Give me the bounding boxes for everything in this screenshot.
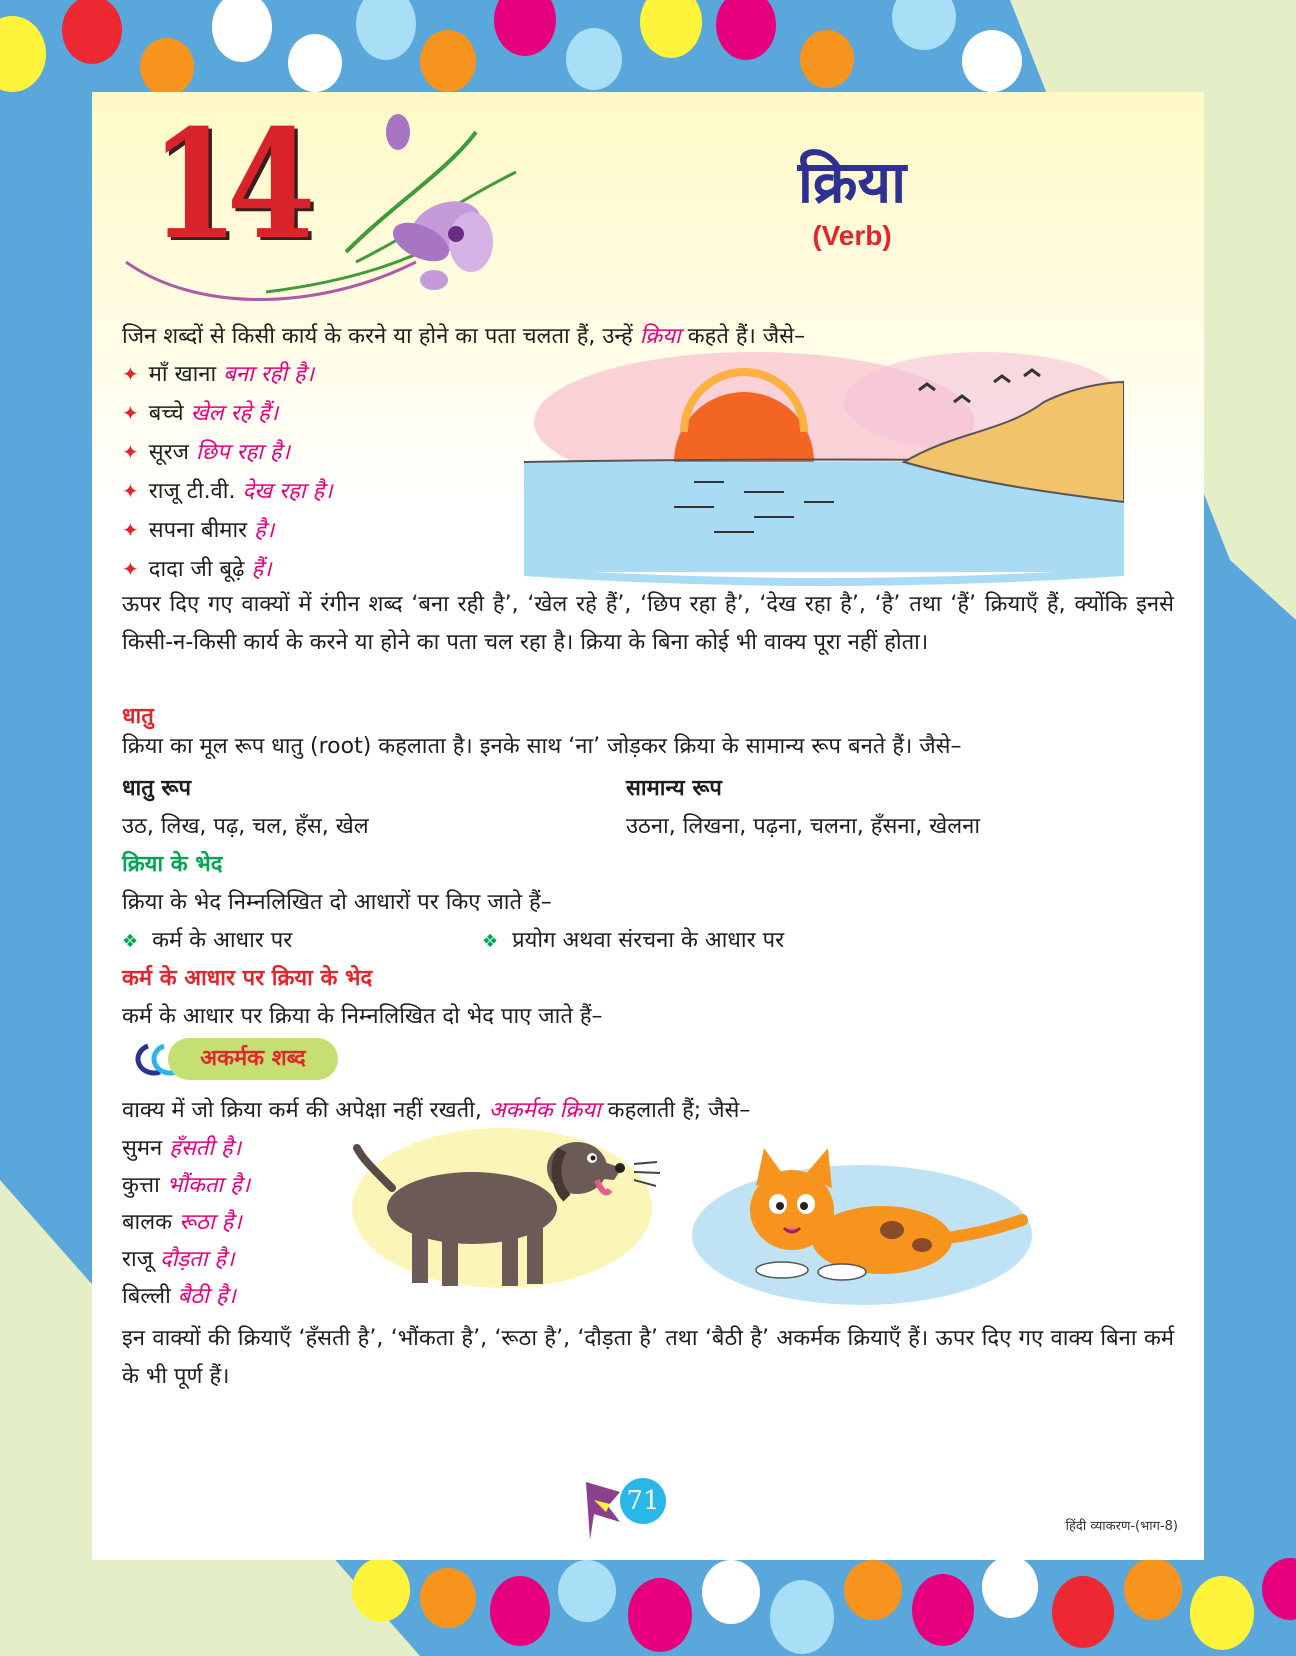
chapter-number: 14 [150, 97, 304, 273]
dog-illustration [352, 1128, 672, 1308]
list-item: ✦ माँ खाना बना रही है। [122, 362, 315, 387]
dhatu-col2-values: उठना, लिखना, पढ़ना, चलना, हँसना, खेलना [626, 814, 981, 839]
book-title: हिंदी व्याकरण-(भाग-8) [1065, 1519, 1178, 1534]
diamond-bullet-icon: ❖ [122, 931, 139, 952]
akarmak-intro: वाक्य में जो क्रिया कर्म की अपेक्षा नहीं रखती, अकर्मक क्रिया कहलाती हैं; जैसे– [122, 1098, 751, 1123]
akarmak-pill: अकर्मक शब्द [168, 1038, 338, 1080]
explanation-paragraph: ऊपर दिए गए वाक्यों में रंगीन शब्द ‘बना रही है’, ‘खेल रहे हैं’, ‘छिप रहा है’, ‘देख रहा है’, ‘है’ तथा ‘हैं’ क्रियाएँ हैं, क्योंकि इनसे किसी-न-किसी कार्य के करने या होने का पता चल रहा है। क्रिया के बिना कोई भी वाक्य पूरा नहीं होता। [122, 592, 1174, 655]
list-item: सुमन हँसती है। [122, 1136, 242, 1161]
list-item: बालक रूठा है। [122, 1210, 242, 1235]
bookmark-icon [580, 1482, 624, 1542]
list-item: बिल्ली बैठी है। [122, 1284, 236, 1309]
dhatu-col1-values: उठ, लिख, पढ़, चल, हँस, खेल [122, 814, 369, 839]
list-item: राजू दौड़ता है। [122, 1247, 235, 1272]
intro-highlight: क्रिया [639, 324, 681, 349]
dhatu-col1-heading: धातु रूप [122, 776, 192, 801]
dhatu-col2-heading: सामान्य रूप [626, 776, 722, 801]
cat-illustration [692, 1140, 1032, 1310]
karm-heading: कर्म के आधार पर क्रिया के भेद [122, 966, 373, 991]
list-item: ✦ सपना बीमार है। [122, 518, 275, 543]
list-item: ✦ सूरज छिप रहा है। [122, 440, 290, 465]
list-item: ✦ बच्चे खेल रहे हैं। [122, 401, 279, 426]
page-sheet [92, 92, 1204, 1560]
list-item: कुत्ता भौंकता है। [122, 1173, 251, 1198]
akarmak-conclusion: इन वाक्यों की क्रियाएँ ‘हँसती है’, ‘भौंकता है’, ‘रूठा है’, ‘दौड़ता है’ तथा ‘बैठी है’ अकर्मक क्रियाएँ हैं। ऊपर दिए गए वाक्य बिना कर्म के भी पूर्ण हैं। [122, 1326, 1174, 1389]
karm-text: कर्म के आधार पर क्रिया के निम्नलिखित दो भेद पाए जाते हैं– [122, 1004, 603, 1029]
bhed-item-2: ❖ प्रयोग अथवा संरचना के आधार पर [482, 928, 785, 953]
chapter-title: क्रिया [797, 148, 907, 216]
chapter-subtitle: (Verb) [812, 220, 892, 251]
bhed-heading: क्रिया के भेद [122, 852, 223, 877]
bhed-item-1: ❖ कर्म के आधार पर [122, 928, 293, 953]
dhatu-text: क्रिया का मूल रूप धातु (root) कहलाता है। इनके साथ ‘ना’ जोड़कर क्रिया के सामान्य रूप बनते हैं। जैसे– [122, 734, 962, 759]
diamond-bullet-icon: ❖ [482, 931, 499, 952]
page-number: 71 [620, 1478, 666, 1524]
list-item: ✦ राजू टी.वी. देख रहा है। [122, 479, 333, 504]
list-item: ✦ दादा जी बूढ़े हैं। [122, 557, 272, 582]
dhatu-heading: धातु [122, 704, 154, 729]
intro-text: जिन शब्दों से किसी कार्य के करने या होने का पता चलता हैं, उन्हें क्रिया कहते हैं। जैसे– [122, 324, 806, 349]
sunset-illustration [524, 342, 1124, 592]
bhed-text: क्रिया के भेद निम्नलिखित दो आधारों पर किए जाते हैं– [122, 890, 552, 915]
